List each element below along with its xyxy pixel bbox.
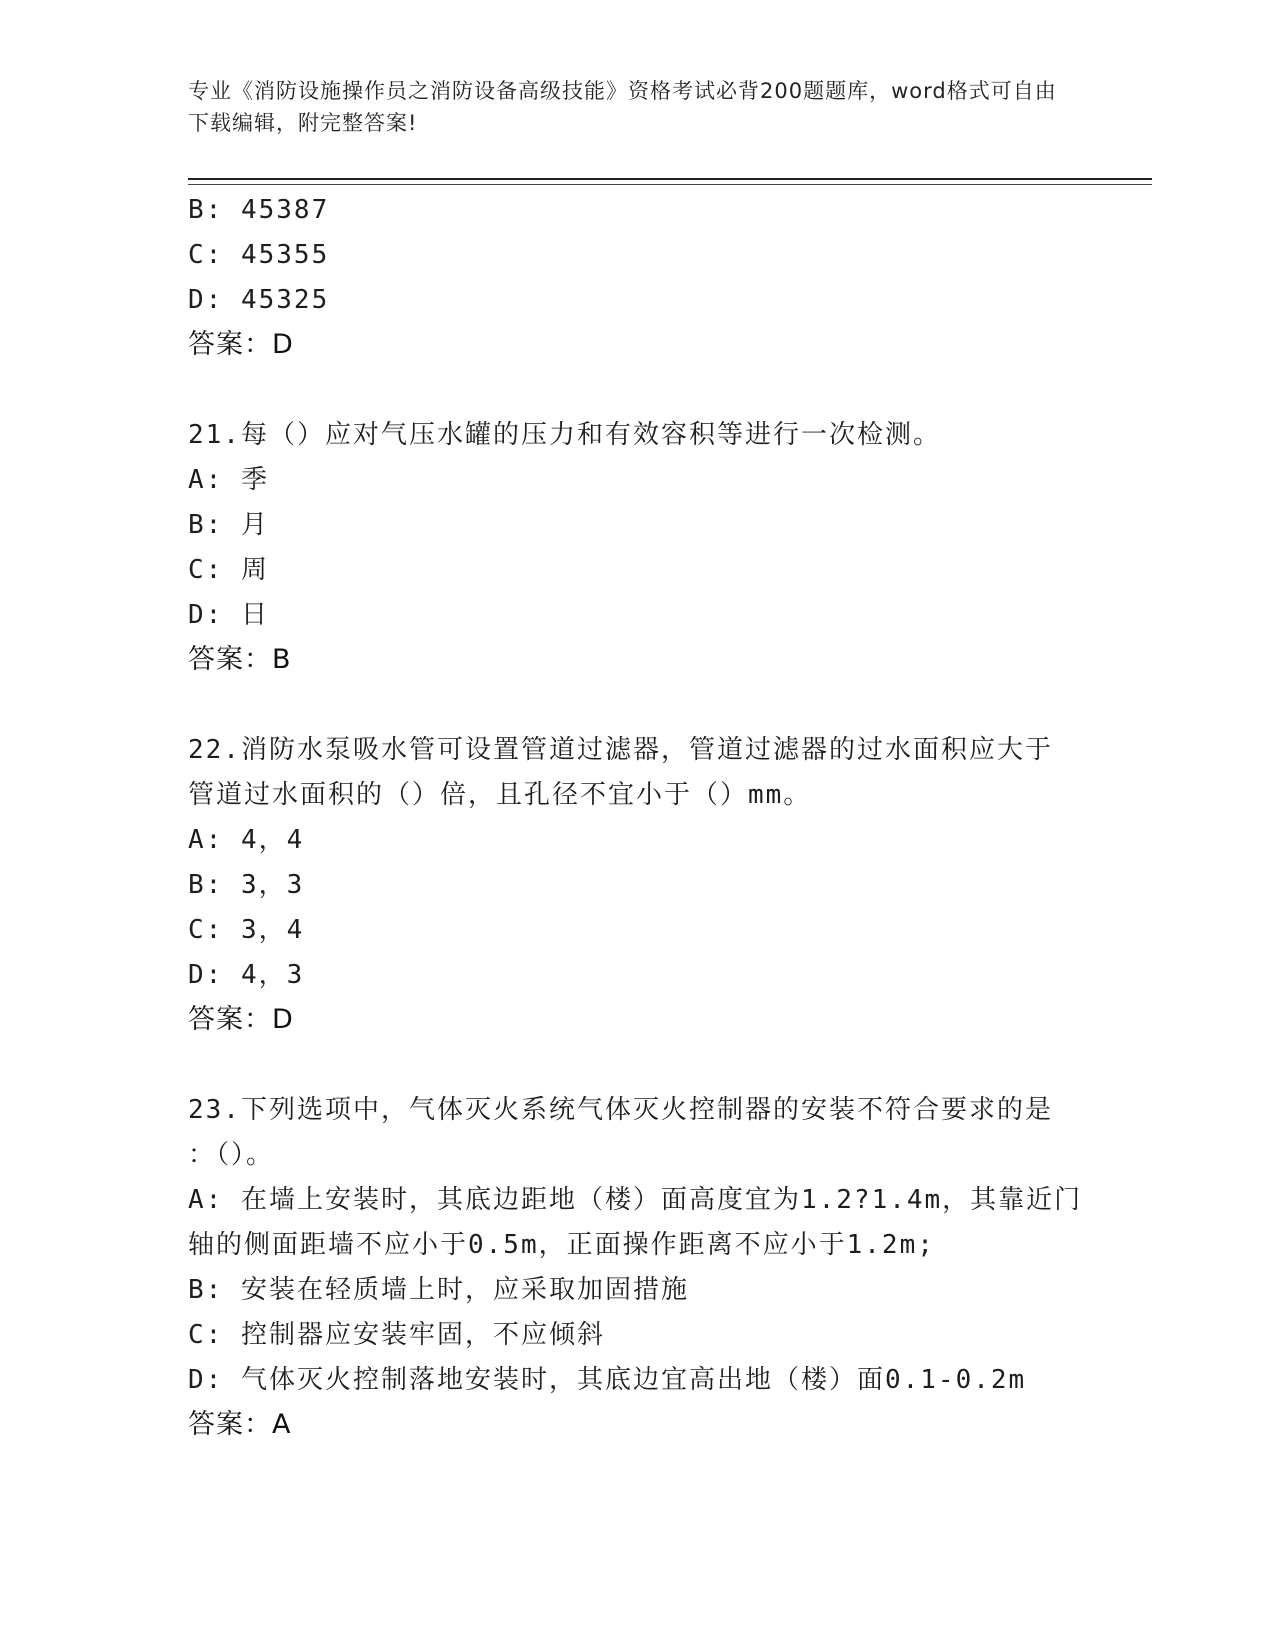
answer-value: B (272, 644, 292, 675)
q21-option-b: B: 月 (188, 510, 269, 540)
answer-value: D (272, 329, 294, 360)
q23-option-b: B: 安装在轻质墙上时，应采取加固措施 (188, 1275, 689, 1305)
q21-answer (188, 645, 292, 675)
q22-option-a: A: 4，4 (188, 825, 305, 855)
answer-value: A (272, 1409, 292, 1440)
q23-stem-line2: ：（）。 (188, 1140, 275, 1170)
q22-option-d: D: 4，3 (188, 960, 305, 990)
answer-label: 答案： (188, 644, 272, 675)
q22-stem-line2: 管道过水面积的（）倍，且孔径不宜小于（）mm。 (188, 780, 812, 810)
q22-option-b: B: 3，3 (188, 870, 305, 900)
q20-option-d: D: 45325 (188, 285, 330, 315)
answer-label: 答案： (188, 329, 272, 360)
q22-option-c: C: 3，4 (188, 915, 305, 945)
q20-answer (188, 330, 294, 360)
q21-stem: 21.每（）应对气压水罐的压力和有效容积等进行一次检测。 (188, 420, 941, 450)
q23-option-a-line1: A: 在墙上安装时，其底边距地（楼）面高度宜为1.2?1.4m，其靠近门 (188, 1185, 1083, 1215)
q22-stem-line1: 22.消防水泵吸水管可设置管道过滤器，管道过滤器的过水面积应大于 (188, 735, 1053, 765)
answer-label: 答案： (188, 1004, 272, 1035)
q20-option-b: B: 45387 (188, 195, 330, 225)
answer-value: D (272, 1004, 294, 1035)
q21-option-d: D: 日 (188, 600, 269, 630)
answer-label: 答案： (188, 1409, 272, 1440)
header-divider-thin (188, 184, 1152, 185)
q21-option-a: A: 季 (188, 465, 269, 495)
q20-option-c: C: 45355 (188, 240, 330, 270)
q23-answer (188, 1410, 291, 1440)
q23-option-c: C: 控制器应安装牢固，不应倾斜 (188, 1320, 605, 1350)
q21-option-c: C: 周 (188, 555, 269, 585)
q23-stem-line1: 23.下列选项中，气体灭火系统气体灭火控制器的安装不符合要求的是 (188, 1095, 1053, 1125)
q23-option-a-line2: 轴的侧面距墙不应小于0.5m，正面操作距离不应小于1.2m; (188, 1230, 935, 1260)
header-divider-thick (188, 178, 1152, 180)
document-header: 专业《消防设施操作员之消防设备高级技能》资格考试必背200题题库，word格式可自由下载编辑，附完整答案! (188, 79, 1057, 135)
q23-option-d: D: 气体灭火控制落地安装时，其底边宜高出地（楼）面0.1-0.2m (188, 1365, 1027, 1395)
q22-answer (188, 1005, 294, 1035)
